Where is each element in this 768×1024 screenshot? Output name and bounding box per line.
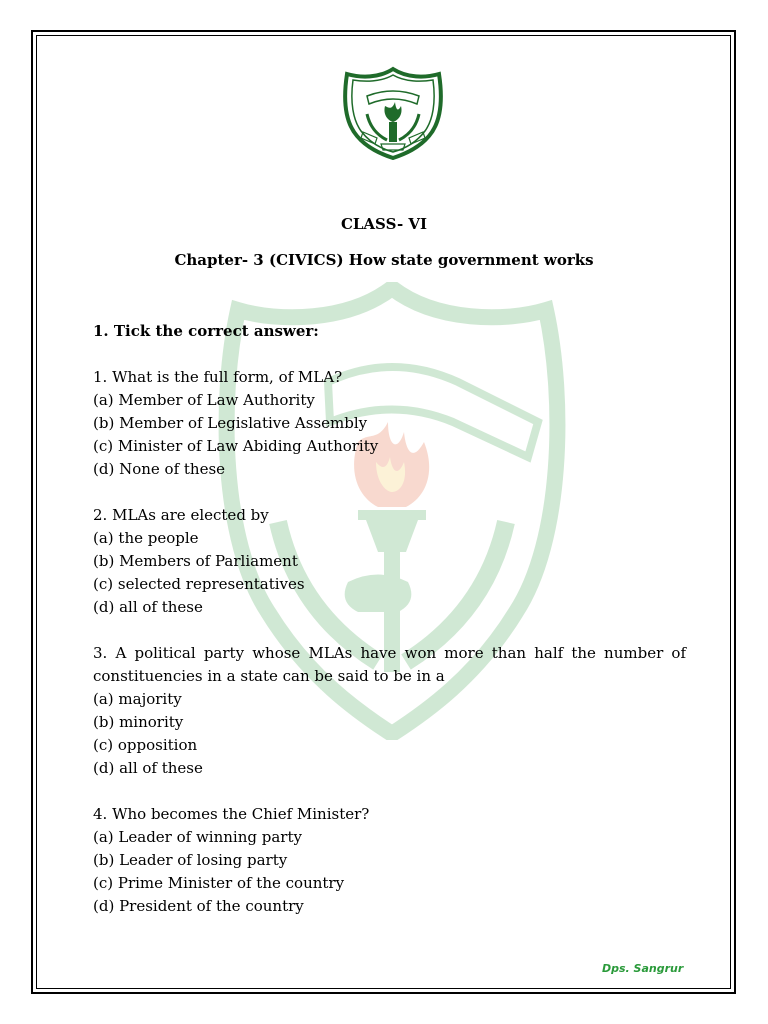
option-a: (a) majority: [93, 690, 182, 708]
option-a: (a) Leader of winning party: [93, 828, 302, 846]
option-b: (b) minority: [93, 713, 184, 731]
option-b: (b) Leader of losing party: [93, 851, 288, 869]
question-stem: 2. MLAs are elected by: [93, 506, 269, 524]
question-3: [93, 642, 686, 780]
option-b: (b) Member of Legislative Assembly: [93, 414, 368, 432]
school-crest-logo-icon: [341, 66, 445, 160]
option-b: (b) Members of Parliament: [93, 552, 298, 570]
option-d: (d) President of the country: [93, 897, 304, 915]
question-1: [93, 366, 686, 481]
option-d: (d) all of these: [93, 759, 203, 777]
question-2: [93, 504, 686, 619]
question-stem: 3. A political party whose MLAs have won more than half the number of constituencies in a state can be said to be in a: [93, 644, 686, 685]
option-a: (a) the people: [93, 529, 199, 547]
question-stem: 1. What is the full form, of MLA?: [93, 368, 343, 386]
footer-school-name: Dps. Sangrur: [602, 962, 684, 975]
option-d: (d) all of these: [93, 598, 203, 616]
option-c: (c) opposition: [93, 736, 198, 754]
worksheet-content: [93, 320, 686, 941]
option-c: (c) selected representatives: [93, 575, 305, 593]
question-stem: 4. Who becomes the Chief Minister?: [93, 805, 370, 823]
class-heading: CLASS- VI: [340, 215, 428, 233]
chapter-heading: Chapter- 3 (CIVICS) How state government works: [174, 251, 594, 269]
option-c: (c) Minister of Law Abiding Authority: [93, 437, 379, 455]
option-a: (a) Member of Law Authority: [93, 391, 315, 409]
section-title: 1. Tick the correct answer:: [93, 322, 319, 340]
option-c: (c) Prime Minister of the country: [93, 874, 345, 892]
option-d: (d) None of these: [93, 460, 226, 478]
question-4: [93, 803, 686, 918]
